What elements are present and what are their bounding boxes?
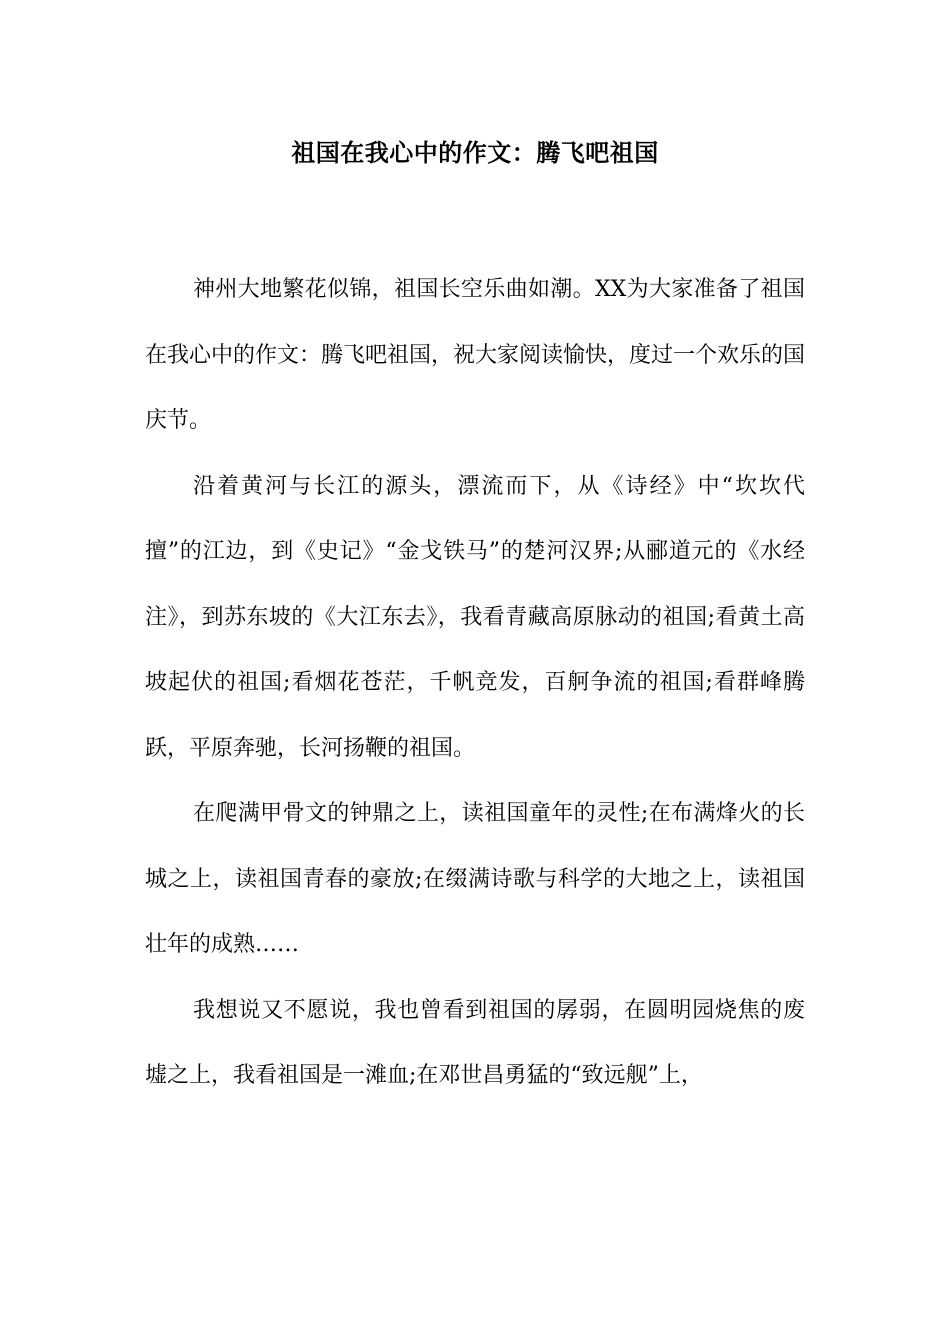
paragraph-rivers: 沿着黄河与长江的源头，漂流而下，从《诗经》中“坎坎代擅”的江边，到《史记》“金戈铁马”的楚河汉界;从郦道元的《水经注》，到苏东坡的《大江东去》，我看青藏高原脉动的祖国;看黄土高坡起伏的祖国;看烟花苍茫，千帆竞发，百舸争流的祖国;看群峰腾跃，平原奔驰，长河扬鞭的祖国。 — [145, 473, 805, 761]
document-body — [145, 257, 805, 1109]
paragraph-history: 在爬满甲骨文的钟鼎之上，读祖国童年的灵性;在布满烽火的长城之上，读祖国青春的豪放;在缀满诗歌与科学的大地之上，读祖国壮年的成熟…… — [145, 801, 805, 957]
document-title: 祖国在我心中的作文：腾飞吧祖国 — [291, 139, 659, 167]
paragraph-intro: 神州大地繁花似锦，祖国长空乐曲如潮。XX为大家准备了祖国在我心中的作文：腾飞吧祖国，祝大家阅读愉快，度过一个欢乐的国庆节。 — [145, 277, 806, 433]
paragraph-weakness: 我想说又不愿说，我也曾看到祖国的孱弱，在圆明园烧焦的废墟之上，我看祖国是一滩血;在邓世昌勇猛的“致远舰”上， — [145, 997, 805, 1088]
